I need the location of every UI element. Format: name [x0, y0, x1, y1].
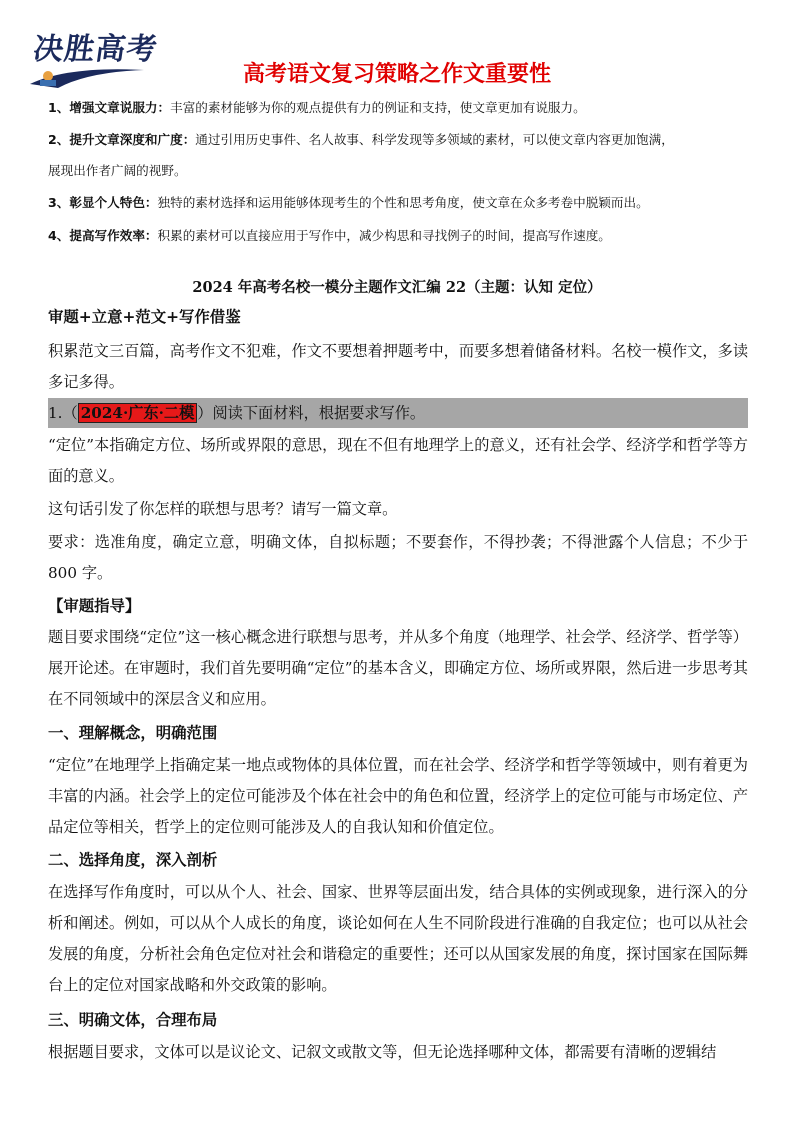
question-row: 1.（ 2024·广东·二模 ）阅读下面材料，根据要求写作。: [48, 398, 748, 428]
paragraph-understand-concept: “定位”在地理学上指确定某一地点或物体的具体位置，而在社会学、经济学和哲学等领域中，则有着更为丰富的内涵。社会学上的定位可能涉及个体在社会中的角色和位置，经济学上的定位可能与市场定位、产品定位等相关，哲学上的定位则可能涉及人的自我认知和价值定位。: [48, 756, 748, 836]
guide-heading: 【审题指导】: [48, 597, 141, 615]
heading-understand-concept: 一、理解概念，明确范围: [48, 724, 218, 742]
logo-text: 决胜高考: [31, 32, 160, 67]
lead-paragraph: 积累范文三百篇，高考作文不犯难，作文不要想着押题考中，而要多想着储备材料。名校一模作文，多读多记多得。: [48, 342, 748, 391]
intro-point-4: 4、提高写作效率：积累的素材可以直接应用于写作中，减少构思和寻找例子的时间，提高写作速度。: [48, 228, 611, 243]
section-label: 审题+立意+范文+写作借鉴: [48, 308, 241, 326]
intro-point-2-cont: 展现出作者广阔的视野。: [48, 163, 187, 178]
document-subtitle: 2024 年高考名校一模分主题作文汇编 22（主题：认知 定位）: [192, 279, 602, 296]
material-paragraph: “定位”本指确定方位、场所或界限的意思，现在不但有地理学上的意义，还有社会学、经济学和哲学等方面的意义。: [48, 436, 748, 485]
intro-point-3: 3、彰显个人特色：独特的素材选择和运用能够体现考生的个性和思考角度，使文章在众多考卷中脱颖而出。: [48, 195, 649, 210]
guide-paragraph: 题目要求围绕“定位”这一核心概念进行联想与思考，并从多个角度（地理学、社会学、经济学、哲学等）展开论述。在审题时，我们首先要明确“定位”的基本含义，即确定方位、场所或界限，然后进一步思考其在不同领域中的深层含义和应用。: [48, 628, 748, 708]
page-title: 高考语文复习策略之作文重要性: [242, 62, 551, 87]
source-tag: 2024·广东·二模: [78, 403, 198, 423]
heading-define-style: 三、明确文体，合理布局: [48, 1011, 218, 1029]
paragraph-define-style: 根据题目要求，文体可以是议论文、记叙文或散文等，但无论选择哪种文体，都需要有清晰的逻辑结: [48, 1043, 717, 1061]
intro-point-1: 1、增强文章说服力：丰富的素材能够为你的观点提供有力的例证和支持，使文章更加有说服力。: [48, 100, 586, 115]
prompt-text: 这句话引发了你怎样的联想与思考？请写一篇文章。: [48, 500, 398, 518]
heading-choose-angle: 二、选择角度，深入剖析: [48, 851, 218, 869]
requirements-text: 要求：选准角度，确定立意，明确文体，自拟标题；不要套作，不得抄袭；不得泄露个人信息；不少于 800 字。: [48, 533, 748, 582]
intro-point-2: 2、提升文章深度和广度：通过引用历史事件、名人故事、科学发现等多领域的素材，可以使文章内容更加饱满，: [48, 132, 674, 147]
paragraph-choose-angle: 在选择写作角度时，可以从个人、社会、国家、世界等层面出发，结合具体的实例或现象，进行深入的分析和阐述。例如，可以从个人成长的角度，谈论如何在人生不同阶段进行准确的自我定位；也可以从社会发展的角度，分析社会角色定位对社会和谐稳定的重要性；还可以从国家发展的角度，探讨国家在国际舞台上的定位对国家战略和外交政策的影响。: [48, 883, 748, 994]
